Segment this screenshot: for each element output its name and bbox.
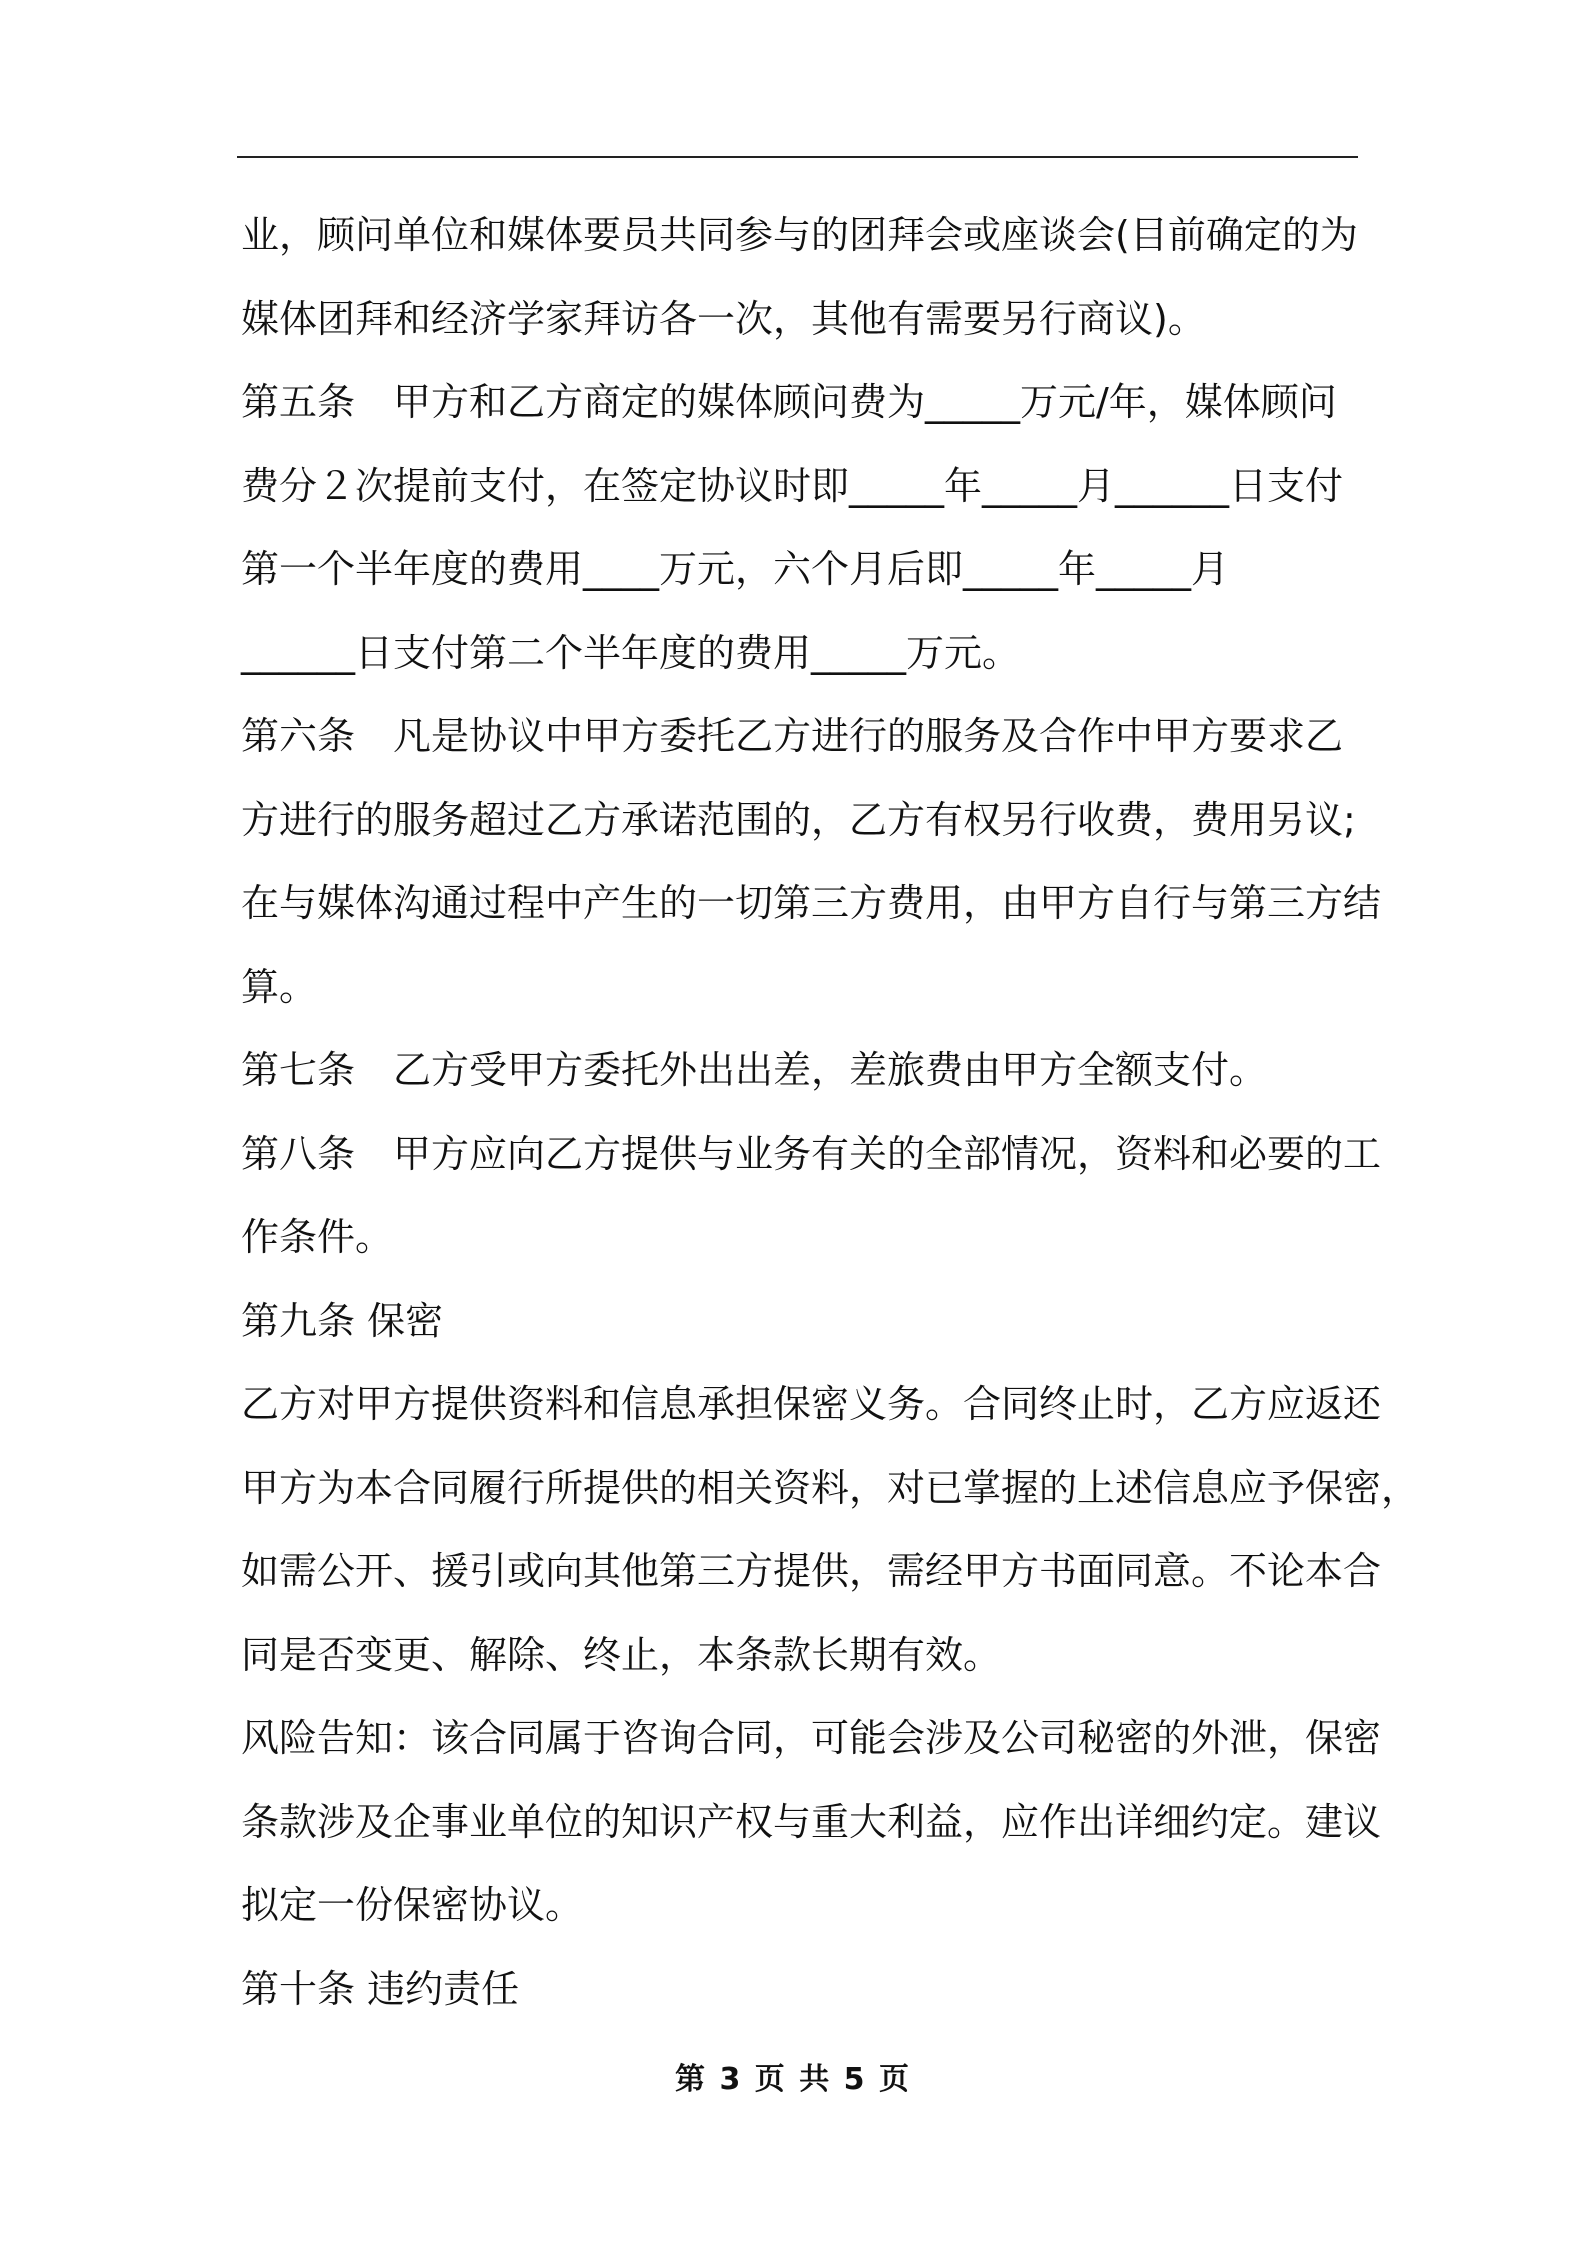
body-line: 在与媒体沟通过程中产生的一切第三方费用，由甲方自行与第三方结 — [241, 881, 1382, 925]
article-7-line: 第七条 乙方受甲方委托外出出差，差旅费由甲方全额支付。 — [241, 1048, 1268, 1092]
body-line: 作条件。 — [241, 1215, 394, 1259]
body-line: ______日支付第二个半年度的费用_____万元。 — [241, 630, 1021, 675]
body-line: 费分２次提前支付，在签定协议时即_____年_____月______日支付 — [241, 463, 1344, 508]
document-body — [241, 194, 1420, 2031]
body-line: 同是否变更、解除、终止，本条款长期有效。 — [241, 1632, 1002, 1677]
body-line: 如需公开、援引或向其他第三方提供，需经甲方书面同意。不论本合 — [241, 1549, 1382, 1593]
body-line: 条款涉及企事业单位的知识产权与重大利益，应作出详细约定。建议 — [241, 1799, 1382, 1844]
body-line: 方进行的服务超过乙方承诺范围的，乙方有权另行收费，费用另议; — [241, 797, 1356, 842]
body-line: 算。 — [241, 964, 318, 1009]
article-9-heading: 第九条 保密 — [241, 1298, 444, 1343]
body-line: 第一个半年度的费用____万元，六个月后即_____年_____月 — [241, 547, 1230, 591]
article-6-line: 第六条 凡是协议中甲方委托乙方进行的服务及合作中甲方要求乙 — [241, 714, 1344, 758]
risk-notice-line: 风险告知：该合同属于咨询合同，可能会涉及公司秘密的外泄，保密 — [241, 1716, 1382, 1760]
body-line: 业，顾问单位和媒体要员共同参与的团拜会或座谈会(目前确定的为 — [241, 213, 1358, 257]
article-5-line: 第五条 甲方和乙方商定的媒体顾问费为_____万元/年，媒体顾问 — [241, 380, 1337, 424]
header-rule — [237, 156, 1358, 158]
body-line: 甲方为本合同履行所提供的相关资料，对已掌握的上述信息应予保密， — [241, 1465, 1420, 1510]
article-8-line: 第八条 甲方应向乙方提供与业务有关的全部情况，资料和必要的工 — [241, 1131, 1382, 1176]
article-10-heading: 第十条 违约责任 — [241, 1966, 520, 2011]
body-line: 乙方对甲方提供资料和信息承担保密义务。合同终止时，乙方应返还 — [241, 1382, 1382, 1426]
body-line: 拟定一份保密协议。 — [241, 1883, 584, 1927]
body-line: 媒体团拜和经济学家拜访各一次，其他有需要另行商议)。 — [241, 296, 1206, 341]
page-number: 第 3 页 共 5 页 — [675, 2062, 911, 2097]
